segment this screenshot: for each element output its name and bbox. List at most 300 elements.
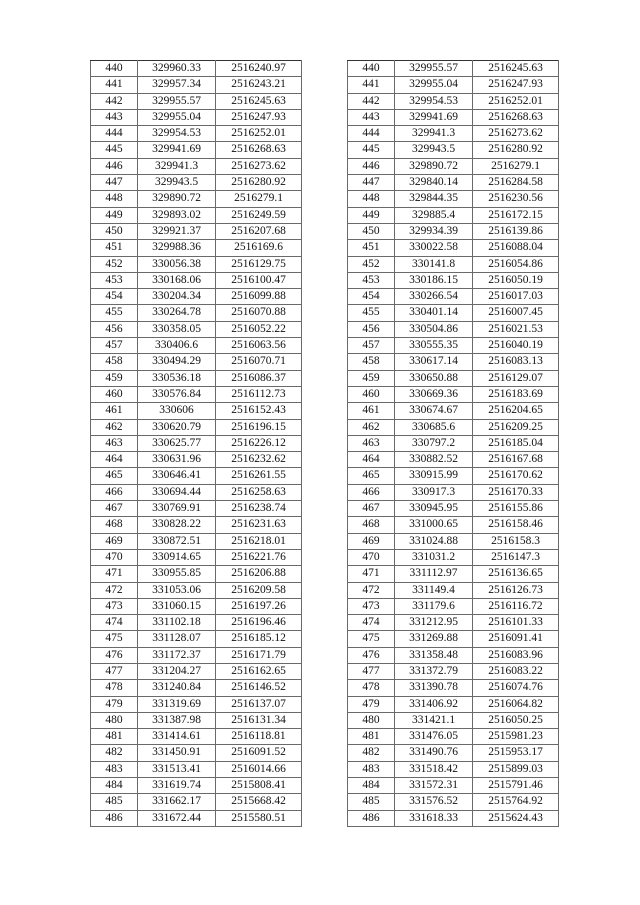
y-coordinate-cell: 2515668.42	[216, 794, 302, 810]
x-coordinate-cell: 331619.74	[138, 778, 216, 794]
y-coordinate-cell: 2516158.46	[473, 517, 559, 533]
table-row	[91, 256, 302, 272]
table-row	[91, 598, 302, 614]
x-coordinate-cell: 329893.02	[138, 207, 216, 223]
point-number-cell: 486	[348, 810, 395, 826]
y-coordinate-cell: 2516268.63	[473, 109, 559, 125]
table-row	[348, 549, 559, 565]
table-row	[91, 810, 302, 826]
x-coordinate-cell: 331179.6	[395, 598, 473, 614]
point-number-cell: 475	[91, 631, 138, 647]
point-number-cell: 477	[348, 663, 395, 679]
x-coordinate-cell: 330504.86	[395, 321, 473, 337]
y-coordinate-cell: 2515981.23	[473, 729, 559, 745]
y-coordinate-cell: 2516052.22	[216, 321, 302, 337]
point-number-cell: 471	[348, 566, 395, 582]
x-coordinate-cell: 331421.1	[395, 712, 473, 728]
table-row	[348, 810, 559, 826]
table-row	[91, 631, 302, 647]
point-number-cell: 476	[91, 647, 138, 663]
point-number-cell: 470	[91, 549, 138, 565]
table-row	[348, 663, 559, 679]
x-coordinate-cell: 331618.33	[395, 810, 473, 826]
point-number-cell: 442	[348, 93, 395, 109]
table-row	[91, 533, 302, 549]
table-row	[348, 452, 559, 468]
point-number-cell: 446	[91, 158, 138, 174]
y-coordinate-cell: 2516147.3	[473, 549, 559, 565]
x-coordinate-cell: 331518.42	[395, 761, 473, 777]
table-row	[348, 370, 559, 386]
y-coordinate-cell: 2516245.63	[473, 61, 559, 77]
point-number-cell: 455	[348, 305, 395, 321]
y-coordinate-cell: 2516209.58	[216, 582, 302, 598]
x-coordinate-cell: 331387.98	[138, 712, 216, 728]
table-row	[348, 794, 559, 810]
x-coordinate-cell: 331414.61	[138, 729, 216, 745]
table-row	[348, 321, 559, 337]
table-row	[91, 126, 302, 142]
table-row	[348, 305, 559, 321]
point-number-cell: 469	[91, 533, 138, 549]
x-coordinate-cell: 331576.52	[395, 794, 473, 810]
table-row	[348, 778, 559, 794]
x-coordinate-cell: 329941.3	[138, 158, 216, 174]
x-coordinate-cell: 331269.88	[395, 631, 473, 647]
x-coordinate-cell: 330576.84	[138, 386, 216, 402]
table-row	[348, 435, 559, 451]
point-number-cell: 474	[348, 615, 395, 631]
x-coordinate-cell: 331390.78	[395, 680, 473, 696]
point-number-cell: 448	[91, 191, 138, 207]
y-coordinate-cell: 2515899.03	[473, 761, 559, 777]
x-coordinate-cell: 330141.8	[395, 256, 473, 272]
y-coordinate-cell: 2516099.88	[216, 289, 302, 305]
y-coordinate-cell: 2516054.86	[473, 256, 559, 272]
point-number-cell: 485	[348, 794, 395, 810]
x-coordinate-cell: 330882.52	[395, 452, 473, 468]
table-row	[348, 582, 559, 598]
table-row	[91, 696, 302, 712]
point-number-cell: 440	[91, 61, 138, 77]
point-number-cell: 471	[91, 566, 138, 582]
y-coordinate-cell: 2516101.33	[473, 615, 559, 631]
y-coordinate-cell: 2516074.76	[473, 680, 559, 696]
table-row	[91, 109, 302, 125]
y-coordinate-cell: 2516279.1	[216, 191, 302, 207]
table-row	[348, 338, 559, 354]
y-coordinate-cell: 2516197.26	[216, 598, 302, 614]
point-number-cell: 443	[348, 109, 395, 125]
point-number-cell: 445	[348, 142, 395, 158]
y-coordinate-cell: 2516231.63	[216, 517, 302, 533]
point-number-cell: 444	[348, 126, 395, 142]
point-number-cell: 463	[348, 435, 395, 451]
y-coordinate-cell: 2516136.65	[473, 566, 559, 582]
y-coordinate-cell: 2516158.3	[473, 533, 559, 549]
y-coordinate-cell: 2516238.74	[216, 501, 302, 517]
point-number-cell: 440	[348, 61, 395, 77]
y-coordinate-cell: 2516268.63	[216, 142, 302, 158]
point-number-cell: 470	[348, 549, 395, 565]
y-coordinate-cell: 2516116.72	[473, 598, 559, 614]
point-number-cell: 460	[348, 386, 395, 402]
table-row	[348, 729, 559, 745]
x-coordinate-cell: 329954.53	[138, 126, 216, 142]
point-number-cell: 466	[91, 484, 138, 500]
y-coordinate-cell: 2516146.52	[216, 680, 302, 696]
y-coordinate-cell: 2516230.56	[473, 191, 559, 207]
coordinate-table-right	[347, 60, 559, 827]
point-number-cell: 452	[91, 256, 138, 272]
table-row	[348, 598, 559, 614]
x-coordinate-cell: 329955.04	[395, 77, 473, 93]
table-row	[348, 615, 559, 631]
x-coordinate-cell: 329957.34	[138, 77, 216, 93]
point-number-cell: 458	[348, 354, 395, 370]
x-coordinate-cell: 330674.67	[395, 403, 473, 419]
table-row	[348, 240, 559, 256]
y-coordinate-cell: 2516284.58	[473, 175, 559, 191]
x-coordinate-cell: 330536.18	[138, 370, 216, 386]
table-row	[91, 272, 302, 288]
x-coordinate-cell: 331358.48	[395, 647, 473, 663]
x-coordinate-cell: 331212.95	[395, 615, 473, 631]
x-coordinate-cell: 331406.92	[395, 696, 473, 712]
point-number-cell: 465	[348, 468, 395, 484]
point-number-cell: 454	[348, 289, 395, 305]
x-coordinate-cell: 329890.72	[395, 158, 473, 174]
y-coordinate-cell: 2516247.93	[216, 109, 302, 125]
table-row	[348, 419, 559, 435]
y-coordinate-cell: 2515624.43	[473, 810, 559, 826]
point-number-cell: 466	[348, 484, 395, 500]
table-row	[91, 321, 302, 337]
point-number-cell: 449	[91, 207, 138, 223]
x-coordinate-cell: 329960.33	[138, 61, 216, 77]
x-coordinate-cell: 331024.88	[395, 533, 473, 549]
point-number-cell: 467	[91, 501, 138, 517]
x-coordinate-cell: 330915.99	[395, 468, 473, 484]
x-coordinate-cell: 331240.84	[138, 680, 216, 696]
point-number-cell: 479	[91, 696, 138, 712]
x-coordinate-cell: 329941.69	[395, 109, 473, 125]
y-coordinate-cell: 2516279.1	[473, 158, 559, 174]
table-row	[91, 370, 302, 386]
table-row	[348, 484, 559, 500]
table-row	[91, 142, 302, 158]
table-row	[348, 61, 559, 77]
x-coordinate-cell: 329988.36	[138, 240, 216, 256]
x-coordinate-cell: 329890.72	[138, 191, 216, 207]
table-row	[91, 680, 302, 696]
y-coordinate-cell: 2516070.71	[216, 354, 302, 370]
y-coordinate-cell: 2516139.86	[473, 223, 559, 239]
y-coordinate-cell: 2516007.45	[473, 305, 559, 321]
table-row	[91, 403, 302, 419]
table-row	[91, 240, 302, 256]
x-coordinate-cell: 330650.88	[395, 370, 473, 386]
y-coordinate-cell: 2516091.52	[216, 745, 302, 761]
point-number-cell: 481	[348, 729, 395, 745]
y-coordinate-cell: 2516245.63	[216, 93, 302, 109]
table-row	[348, 696, 559, 712]
table-row	[348, 761, 559, 777]
y-coordinate-cell: 2516185.12	[216, 631, 302, 647]
table-row	[91, 305, 302, 321]
x-coordinate-cell: 329955.57	[395, 61, 473, 77]
x-coordinate-cell: 331513.41	[138, 761, 216, 777]
point-number-cell: 455	[91, 305, 138, 321]
table-row	[91, 158, 302, 174]
x-coordinate-cell: 330769.91	[138, 501, 216, 517]
x-coordinate-cell: 331319.69	[138, 696, 216, 712]
y-coordinate-cell: 2516280.92	[473, 142, 559, 158]
y-coordinate-cell: 2516070.88	[216, 305, 302, 321]
y-coordinate-cell: 2515953.17	[473, 745, 559, 761]
table-row	[348, 468, 559, 484]
y-coordinate-cell: 2516040.19	[473, 338, 559, 354]
x-coordinate-cell: 331000.65	[395, 517, 473, 533]
x-coordinate-cell: 331476.05	[395, 729, 473, 745]
y-coordinate-cell: 2516196.46	[216, 615, 302, 631]
table-row	[91, 647, 302, 663]
y-coordinate-cell: 2515580.51	[216, 810, 302, 826]
coordinate-table-left	[90, 60, 302, 827]
point-number-cell: 450	[91, 223, 138, 239]
point-number-cell: 469	[348, 533, 395, 549]
table-row	[348, 745, 559, 761]
y-coordinate-cell: 2516126.73	[473, 582, 559, 598]
point-number-cell: 456	[91, 321, 138, 337]
x-coordinate-cell: 331372.79	[395, 663, 473, 679]
x-coordinate-cell: 330828.22	[138, 517, 216, 533]
y-coordinate-cell: 2516088.04	[473, 240, 559, 256]
point-number-cell: 468	[348, 517, 395, 533]
point-number-cell: 478	[91, 680, 138, 696]
table-row	[91, 289, 302, 305]
point-number-cell: 476	[348, 647, 395, 663]
x-coordinate-cell: 330797.2	[395, 435, 473, 451]
point-number-cell: 459	[348, 370, 395, 386]
x-coordinate-cell: 330555.35	[395, 338, 473, 354]
x-coordinate-cell: 330168.06	[138, 272, 216, 288]
point-number-cell: 467	[348, 501, 395, 517]
x-coordinate-cell: 331149.4	[395, 582, 473, 598]
table-row	[91, 582, 302, 598]
point-number-cell: 454	[91, 289, 138, 305]
point-number-cell: 458	[91, 354, 138, 370]
point-number-cell: 444	[91, 126, 138, 142]
x-coordinate-cell: 329885.4	[395, 207, 473, 223]
table-row	[348, 386, 559, 402]
y-coordinate-cell: 2516249.59	[216, 207, 302, 223]
table-row	[91, 338, 302, 354]
y-coordinate-cell: 2516209.25	[473, 419, 559, 435]
x-coordinate-cell: 331662.17	[138, 794, 216, 810]
y-coordinate-cell: 2516280.92	[216, 175, 302, 191]
table-row	[348, 126, 559, 142]
point-number-cell: 460	[91, 386, 138, 402]
x-coordinate-cell: 330685.6	[395, 419, 473, 435]
x-coordinate-cell: 330955.85	[138, 566, 216, 582]
y-coordinate-cell: 2516083.22	[473, 663, 559, 679]
table-row	[91, 778, 302, 794]
y-coordinate-cell: 2516155.86	[473, 501, 559, 517]
table-row	[348, 207, 559, 223]
point-number-cell: 446	[348, 158, 395, 174]
table-row	[348, 680, 559, 696]
table-row	[91, 663, 302, 679]
x-coordinate-cell: 330494.29	[138, 354, 216, 370]
y-coordinate-cell: 2516100.47	[216, 272, 302, 288]
x-coordinate-cell: 331112.97	[395, 566, 473, 582]
x-coordinate-cell: 329941.69	[138, 142, 216, 158]
point-number-cell: 441	[348, 77, 395, 93]
point-number-cell: 456	[348, 321, 395, 337]
y-coordinate-cell: 2516091.41	[473, 631, 559, 647]
x-coordinate-cell: 330694.44	[138, 484, 216, 500]
y-coordinate-cell: 2516172.15	[473, 207, 559, 223]
y-coordinate-cell: 2516204.65	[473, 403, 559, 419]
table-row	[91, 207, 302, 223]
y-coordinate-cell: 2516131.34	[216, 712, 302, 728]
table-row	[348, 77, 559, 93]
y-coordinate-cell: 2515791.46	[473, 778, 559, 794]
point-number-cell: 484	[348, 778, 395, 794]
table-row	[348, 175, 559, 191]
y-coordinate-cell: 2515808.41	[216, 778, 302, 794]
point-number-cell: 464	[91, 452, 138, 468]
y-coordinate-cell: 2516050.25	[473, 712, 559, 728]
x-coordinate-cell: 330669.36	[395, 386, 473, 402]
y-coordinate-cell: 2516183.69	[473, 386, 559, 402]
coordinate-table-body	[348, 61, 559, 827]
table-row	[348, 158, 559, 174]
y-coordinate-cell: 2516185.04	[473, 435, 559, 451]
x-coordinate-cell: 331031.2	[395, 549, 473, 565]
point-number-cell: 461	[348, 403, 395, 419]
table-row	[348, 191, 559, 207]
y-coordinate-cell: 2516083.96	[473, 647, 559, 663]
table-row	[91, 549, 302, 565]
table-row	[348, 142, 559, 158]
y-coordinate-cell: 2516170.33	[473, 484, 559, 500]
x-coordinate-cell: 331053.06	[138, 582, 216, 598]
x-coordinate-cell: 331102.18	[138, 615, 216, 631]
y-coordinate-cell: 2516240.97	[216, 61, 302, 77]
y-coordinate-cell: 2516206.88	[216, 566, 302, 582]
x-coordinate-cell: 330022.58	[395, 240, 473, 256]
table-row	[91, 93, 302, 109]
point-number-cell: 463	[91, 435, 138, 451]
x-coordinate-cell: 329840.14	[395, 175, 473, 191]
x-coordinate-cell: 330266.54	[395, 289, 473, 305]
y-coordinate-cell: 2516169.6	[216, 240, 302, 256]
y-coordinate-cell: 2516252.01	[473, 93, 559, 109]
table-row	[348, 647, 559, 663]
point-number-cell: 451	[348, 240, 395, 256]
point-number-cell: 445	[91, 142, 138, 158]
y-coordinate-cell: 2516207.68	[216, 223, 302, 239]
x-coordinate-cell: 330625.77	[138, 435, 216, 451]
point-number-cell: 479	[348, 696, 395, 712]
y-coordinate-cell: 2516273.62	[473, 126, 559, 142]
y-coordinate-cell: 2516226.12	[216, 435, 302, 451]
y-coordinate-cell: 2515764.92	[473, 794, 559, 810]
table-row	[91, 794, 302, 810]
point-number-cell: 482	[91, 745, 138, 761]
table-row	[91, 386, 302, 402]
table-row	[348, 256, 559, 272]
y-coordinate-cell: 2516118.81	[216, 729, 302, 745]
y-coordinate-cell: 2516162.65	[216, 663, 302, 679]
table-row	[348, 93, 559, 109]
point-number-cell: 448	[348, 191, 395, 207]
y-coordinate-cell: 2516017.03	[473, 289, 559, 305]
y-coordinate-cell: 2516218.01	[216, 533, 302, 549]
table-row	[348, 631, 559, 647]
x-coordinate-cell: 330406.6	[138, 338, 216, 354]
x-coordinate-cell: 330917.3	[395, 484, 473, 500]
table-row	[348, 272, 559, 288]
table-row	[348, 289, 559, 305]
point-number-cell: 473	[91, 598, 138, 614]
point-number-cell: 480	[91, 712, 138, 728]
x-coordinate-cell: 329943.5	[395, 142, 473, 158]
table-row	[91, 468, 302, 484]
y-coordinate-cell: 2516171.79	[216, 647, 302, 663]
point-number-cell: 459	[91, 370, 138, 386]
point-number-cell: 482	[348, 745, 395, 761]
table-row	[91, 484, 302, 500]
point-number-cell: 452	[348, 256, 395, 272]
table-row	[91, 354, 302, 370]
point-number-cell: 447	[348, 175, 395, 191]
table-row	[348, 354, 559, 370]
table-row	[91, 566, 302, 582]
y-coordinate-cell: 2516258.63	[216, 484, 302, 500]
y-coordinate-cell: 2516050.19	[473, 272, 559, 288]
x-coordinate-cell: 331128.07	[138, 631, 216, 647]
point-number-cell: 457	[348, 338, 395, 354]
x-coordinate-cell: 330646.41	[138, 468, 216, 484]
y-coordinate-cell: 2516232.62	[216, 452, 302, 468]
table-row	[91, 223, 302, 239]
point-number-cell: 442	[91, 93, 138, 109]
x-coordinate-cell: 330945.95	[395, 501, 473, 517]
coordinate-table-body	[91, 61, 302, 827]
point-number-cell: 461	[91, 403, 138, 419]
point-number-cell: 480	[348, 712, 395, 728]
table-row	[91, 191, 302, 207]
y-coordinate-cell: 2516196.15	[216, 419, 302, 435]
table-row	[91, 175, 302, 191]
y-coordinate-cell: 2516252.01	[216, 126, 302, 142]
point-number-cell: 462	[348, 419, 395, 435]
y-coordinate-cell: 2516152.43	[216, 403, 302, 419]
point-number-cell: 450	[348, 223, 395, 239]
x-coordinate-cell: 329955.04	[138, 109, 216, 125]
table-row	[91, 615, 302, 631]
point-number-cell: 453	[91, 272, 138, 288]
point-number-cell: 449	[348, 207, 395, 223]
point-number-cell: 462	[91, 419, 138, 435]
x-coordinate-cell: 330358.05	[138, 321, 216, 337]
point-number-cell: 483	[91, 761, 138, 777]
table-row	[91, 761, 302, 777]
x-coordinate-cell: 331490.76	[395, 745, 473, 761]
